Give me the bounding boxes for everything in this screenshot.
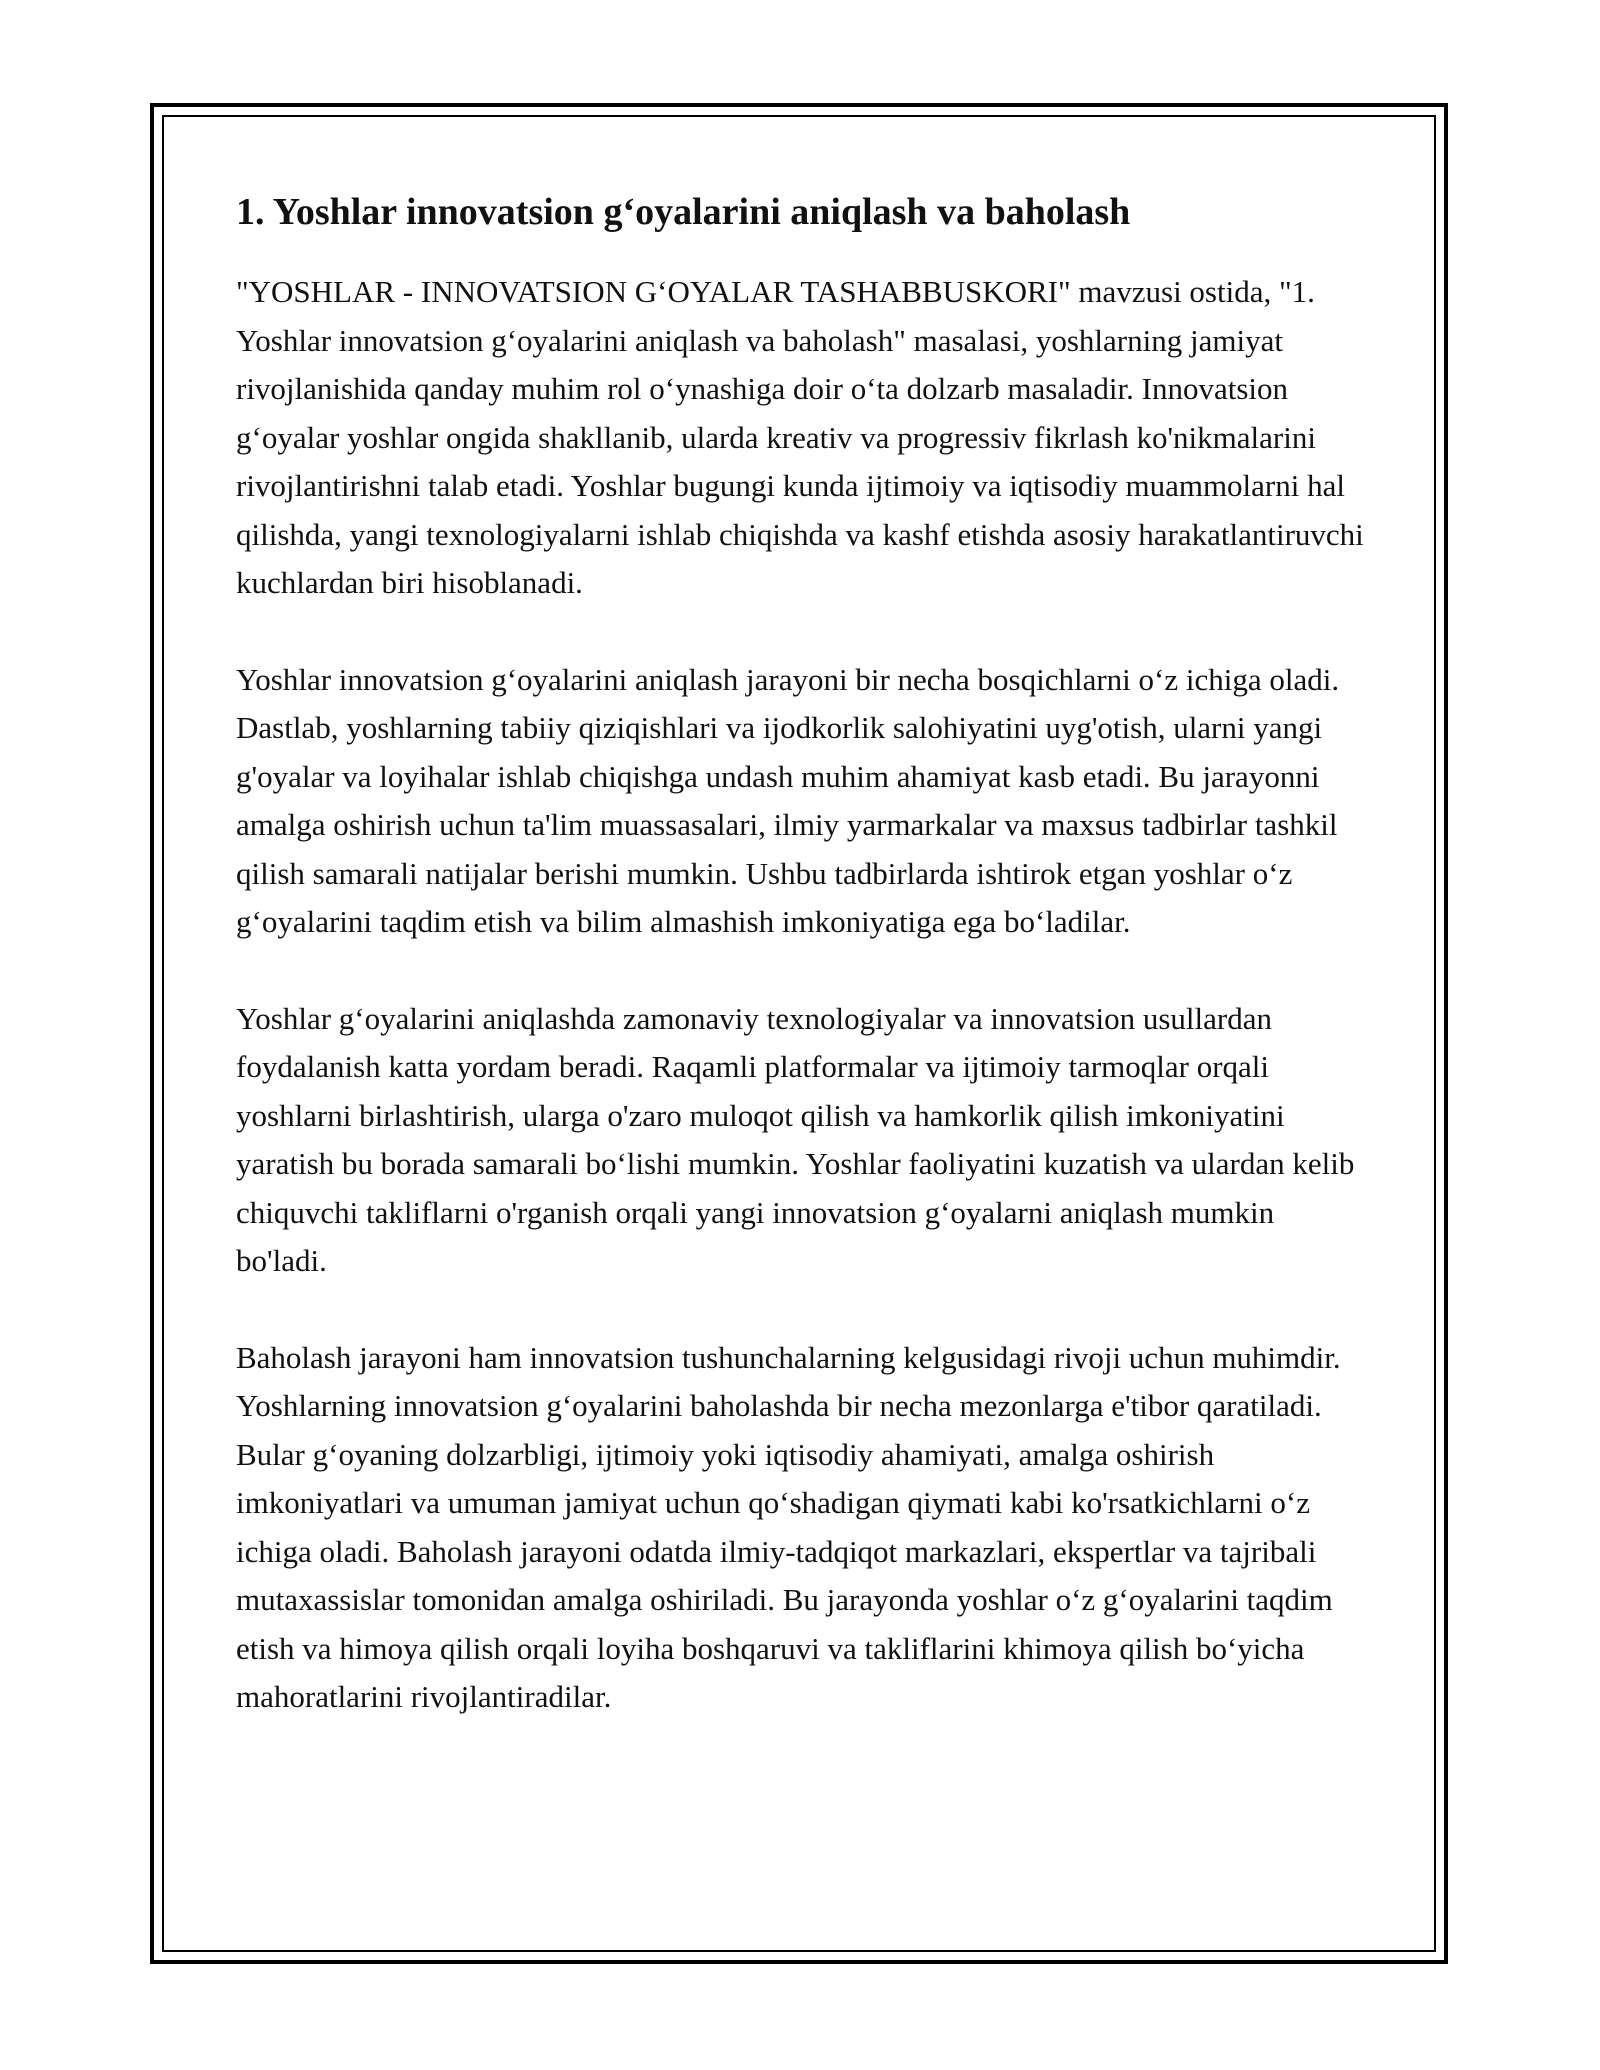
section-title: 1. Yoshlar innovatsion g‘oyalarini aniqlash va baholash: [236, 191, 1131, 233]
paragraph-4: Baholash jarayoni ham innovatsion tushunchalarning kelgusidagi rivoji uchun muhimdir. Yoshlarning innovatsion g‘oyalarini baholashda bir necha mezonlarga e'tibor qaratiladi. Bular g‘oyaning dolzarbligi, ijtimoiy yoki iqtisodiy ahamiyati, amalga oshirish imkoniyatlari va umuman jamiyat uchun qo‘shadigan qiymati kabi ko'rsatkichlarni o‘z ichiga oladi. Baholash jarayoni odatda ilmiy-tadqiqot markazlari, ekspertlar va tajribali mutaxassislar tomonidan amalga oshiriladi. Bu jarayonda yoshlar o‘z g‘oyalarini taqdim etish va himoya qilish orqali loyiha boshqaruvi va takliflarini khimoya qilish bo‘yicha mahoratlarini rivojlantiradilar.: [236, 1339, 1341, 1714]
paragraph-1: "YOSHLAR - INNOVATSION G‘OYALAR TASHABBUSKORI" mavzusi ostida, "1. Yoshlar innovatsion g‘oyalarini aniqlash va baholash" masalasi, yoshlarning jamiyat rivojlanishida qanday muhim rol o‘ynashiga doir o‘ta dolzarb masaladir. Innovatsion g‘oyalar yoshlar ongida shakllanib, ularda kreativ va progressiv fikrlash ko'nikmalarini rivojlantirishni talab etadi. Yoshlar bugungi kunda ijtimoiy va iqtisodiy muammolarni hal qilishda, yangi texnologiyalarni ishlab chiqishda va kashf etishda asosiy harakatlantiruvchi kuchlardan biri hisoblanadi.: [236, 274, 1364, 600]
paragraph-3: Yoshlar g‘oyalarini aniqlashda zamonaviy texnologiyalar va innovatsion usullardan foydalanish katta yordam beradi. Raqamli platformalar va ijtimoiy tarmoqlar orqali yoshlarni birlashtirish, ularga o'zaro muloqot qilish va hamkorlik qilish imkoniyatini yaratish bu borada samarali bo‘lishi mumkin. Yoshlar faoliyatini kuzatish va ulardan kelib chiquvchi takliflarni o'rganish orqali yangi innovatsion g‘oyalarni aniqlash mumkin bo'ladi.: [236, 1000, 1355, 1278]
paragraph-2: Yoshlar innovatsion g‘oyalarini aniqlash jarayoni bir necha bosqichlarni o‘z ichiga oladi. Dastlab, yoshlarning tabiiy qiziqishlari va ijodkorlik salohiyatini uyg'otish, ularni yangi g'oyalar va loyihalar ishlab chiqishga undash muhim ahamiyat kasb etadi. Bu jarayonni amalga oshirish uchun ta'lim muassasalari, ilmiy yarmarkalar va maxsus tadbirlar tashkil qilish samarali natijalar berishi mumkin. Ushbu tadbirlarda ishtirok etgan yoshlar o‘z g‘oyalarini taqdim etish va bilim almashish imkoniyatiga ega bo‘ladilar.: [236, 661, 1340, 939]
document-body: [236, 186, 1366, 1770]
